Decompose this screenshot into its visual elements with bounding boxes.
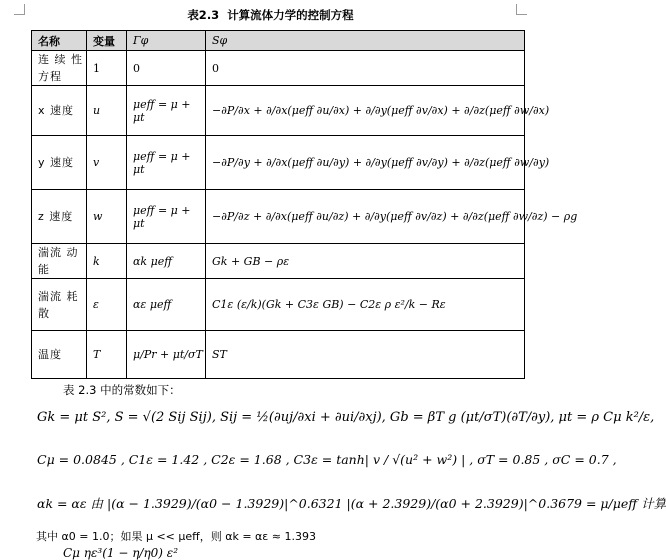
row-gamma: μ/Pr + μt/σT [127,331,206,379]
row-gamma: αε μeff [127,279,206,331]
row-source: 0 [206,51,525,86]
row-gamma: 0 [127,51,206,86]
header-source: Sφ [206,31,525,51]
row-name: x 速度 [32,86,87,136]
constants-line-5: Cμ ηε³(1 − η/η0) ε² [63,546,179,560]
row-name: 温度 [32,331,87,379]
row-source: ST [206,331,525,379]
table-title: 计算流体力学的控制方程 [227,8,354,22]
table-row [32,86,525,136]
table-caption [0,7,541,23]
table-row [32,279,525,331]
governing-equations-table [31,30,578,379]
row-variable: k [87,244,127,279]
constants-line-1: Gk = μt S², S = √(2 Sij Sij), Sij = ½(∂uj/∂xi + ∂ui/∂xj), Gb = βT g (μt/σT)(∂T/∂y), μt = ρ Cμ k²/ε, [37,410,655,425]
table-row [32,331,525,379]
row-source: −∂P/∂z + ∂/∂x(μeff ∂u/∂z) + ∂/∂y(μeff ∂v/∂z) + ∂/∂z(μeff ∂w/∂z) − ρg [206,190,525,244]
row-gamma: αk μeff [127,244,206,279]
table-row [32,244,525,279]
table-row [32,51,525,86]
row-gamma: μeff = μ + μt [127,190,206,244]
header-variable: 变量 [87,31,127,51]
table-row [32,136,525,190]
constants-intro: 表 2.3 中的常数如下： [63,383,181,397]
row-variable: u [87,86,127,136]
table-row [32,190,525,244]
row-gamma: μeff = μ + μt [127,86,206,136]
header-gamma: Γφ [127,31,206,51]
row-source: −∂P/∂y + ∂/∂x(μeff ∂u/∂y) + ∂/∂y(μeff ∂v/∂y) + ∂/∂z(μeff ∂w/∂y) [206,136,525,190]
row-name: 连 续 性 方程 [32,51,87,86]
row-name: y 速度 [32,136,87,190]
row-source: C1ε (ε/k)(Gk + C3ε GB) − C2ε ρ ε²/k − Rε [206,279,525,331]
constants-line-2: Cμ = 0.0845 , C1ε = 1.42 , C2ε = 1.68 , C3ε = tanh| v / √(u² + w²) | , σT = 0.85 , σC = 0.7 , [37,452,617,467]
row-variable: ε [87,279,127,331]
table-header-row [32,31,525,51]
row-name: z 速度 [32,190,87,244]
header-name: 名称 [32,31,87,51]
row-source: −∂P/∂x + ∂/∂x(μeff ∂u/∂x) + ∂/∂y(μeff ∂v/∂x) + ∂/∂z(μeff ∂w/∂x) [206,86,525,136]
constants-line-4: 其中 α0 = 1.0；如果 μ << μeff，则 αk = αε ≈ 1.393 [36,530,316,543]
row-name: 湍流 动能 [32,244,87,279]
row-gamma: μeff = μ + μt [127,136,206,190]
row-variable: 1 [87,51,127,86]
row-variable: v [87,136,127,190]
table-number: 表2.3 [187,8,220,22]
constants-line-3: αk = αε 由 |(α − 1.3929)/(α0 − 1.3929)|^0.6321 |(α + 2.3929)/(α0 + 2.3929)|^0.3679 = μ/μeff 计算 [37,496,666,511]
row-name: 湍流 耗散 [32,279,87,331]
row-variable: T [87,331,127,379]
row-source: Gk + GB − ρε [206,244,525,279]
row-variable: w [87,190,127,244]
